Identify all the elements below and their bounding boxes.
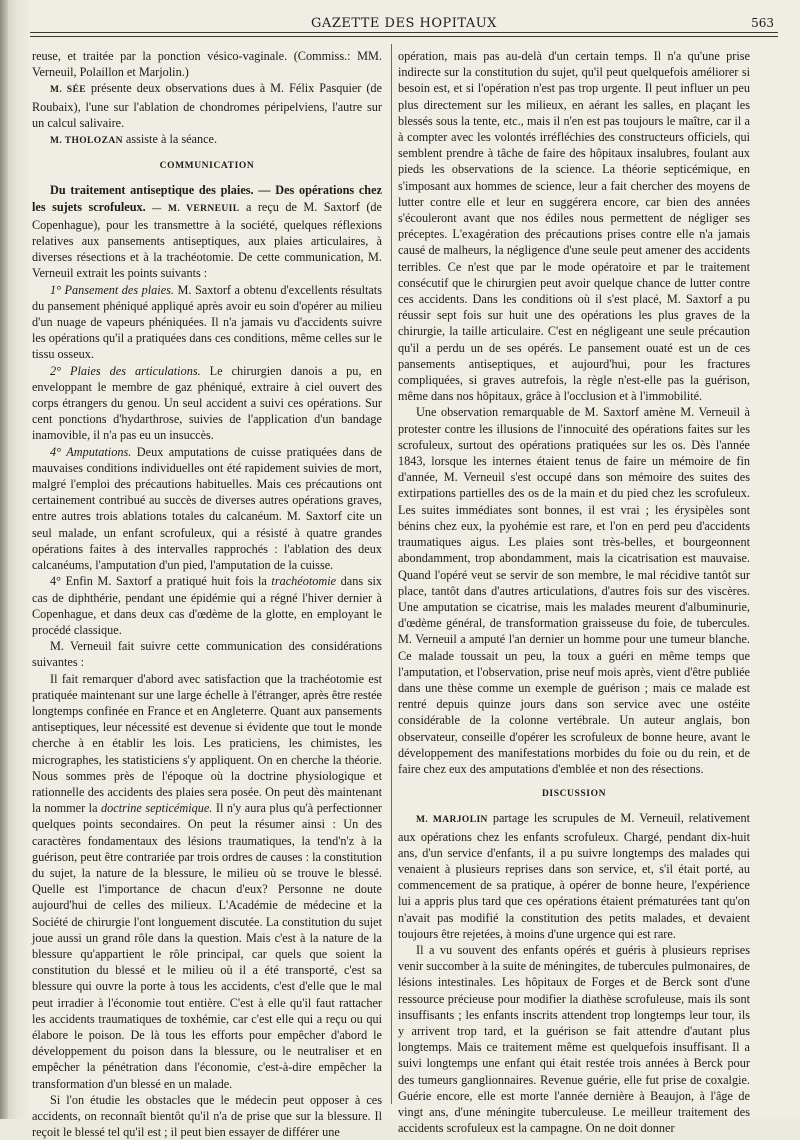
paragraph: reuse, et traitée par la ponction vésico-vaginale. (Commiss.: MM. Verneuil, Polaillon et Marjolin.) [32,49,382,80]
paragraph-text: Il fait remarquer d'abord avec satisfaction que la trachéotomie est pratiquée maintenant sur une large échelle à l'étranger, après être restée longtemps confinée en France et en Angleterre. Quant aux pansements antiseptiques, leur nécessité est devenue si évidente que tout le monde cherche à en établir les lois. Les praticiens, les chimistes, les micrographes, les statisticiens s'y appliquent. On en cherche la théorie. Nous sommes près de l'époque où la doctrine physiologique et rationnelle des accidents des plaies sera posée. On peut dès maintenant la nommer la [32,671,382,816]
item-text: dans six cas de diphthérie, pendant une épidémie qui a régné l'hiver dernier à Copenhague, et dans deux cas d'œdème de la glotte, en employant le procédé classique. [32,574,382,637]
article-paragraph [32,182,382,281]
header-rule [30,32,778,33]
paragraph [32,671,382,1092]
paragraph-text: partage les scrupules de M. Verneuil, relativement aux opérations chez les enfants scrofuleux. Chargé, pendant dix-huit ans, d'un service d'enfants, il a pu suivre longtemps des malades qui venaient à plusieurs reprises dans son service, et, s'il était porté, au commencement de sa pratique, à opérer de bonne heure, l'expérience lui a appris plus tard que ces opérations étaient prématurées tant qu'on n'avait pas modifié la constitution des petits malades, et devaient toujours être rejetées, à moins d'une urgence qui est rare. [398,811,750,941]
emphasis: doctrine septicémique. [101,801,213,816]
journal-title: GAZETTE DES HOPITAUX [311,16,497,31]
item-label: 2° Plaies des articulations. [50,363,201,378]
paragraph: opération, mais pas au-delà d'un certain temps. Il n'a qu'une prise indirecte sur la constitution du sujet, qu'il peut quelquefois améliorer si besoin est, et si l'opération n'est pas trop urgente. Il peut influer un peu plus directement sur les milieux, en aérant les salles, en plaçant les blessés sous la tente, etc., mais il n'en est pas toujours le maître, car il a à compter avec les volontés irréfléchies des constructeurs officiels, qui semblent prendre à tâche de faire des hôpitaux insalubres, foulant aux pieds les observations de la science. La théorie septicémique, en s'imposant aux hommes de science, leur a fait chercher des moyens de lutter contre elle et leur en suggérera encore, car bien des années s'écouleront avant que nos édiles nous permettent de négliger ses préceptes. L'exagération des précautions prises contre elle n'a jamais causé de malheurs, la négligence d'une seule peut amener des accidents terribles. Ce n'est que par le mode opératoire et par le traitement consécutif que le chirurgien peut avoir quelque chance de lutter contre ces accidents. Dans les conditions où il s'est placé, M. Saxtorf a pu réussir sept fois sur huit une des opérations les plus graves de la chirurgie, la taille articulaire. C'est en négligeant une seule précaution qu'il a perdu un de ses opérés. Le pansement ouaté est un de ces pansements antiseptiques, et aujourd'hui, pour les fractures compliquées, si graves autrefois, la règle n'est-elle pas la guérison, même dans nos hôpitaux, grâce à l'occlusion et à l'immobilité. [398,49,750,404]
page-number: 563 [751,16,774,30]
item-label: 4° Amputations. [50,444,132,459]
paragraph [32,131,382,149]
item-text: 4° Enfin M. Saxtorf a pratiqué huit fois la [50,574,272,589]
paragraph-text: a reçu de M. Saxtorf (de Copenhague), pour les transmettre à la société, quelques réflexions relatives aux pansements antiseptiques, aux plaies articulaires, à diverses résections et à la trachéotomie. De cette communication, M. Verneuil extrait les points suivants : [32,199,382,281]
item-text: Le chirurgien danois a pu, en enveloppant le membre de gaz phéniqué, extraire à ciel ouvert des corps étrangers du genou. Un seul accident a suivi ces opérations. Sur cent ponctions d'hydarthrose, suivies de l'application d'un bandage inamovible, il n'a pas eu un insuccès. [32,363,382,443]
list-item [32,282,382,363]
speaker-name: M. SÉE [50,85,86,96]
paragraph: M. Verneuil fait suivre cette communication des considérations suivantes : [32,639,382,670]
left-column [32,48,382,1140]
paragraph-text: Il n'y aura plus qu'à perfectionner quelques points secondaires. On peut la résumer ainsi : Un des caractères fondamentaux des lésions traumatiques, la tend'n'z à la guérison, peut être contrariée par trois ordres de causes : la constitution du sujet, la nature de la blessure, le milieu où se trouve le blessé. Quelle est l'importance de chacun d'eux? Personne ne doute aujourd'hui de celles des milieux. L'Académie de médecine et la Société de chirurgie l'ont longuement discutée. La constitution du sujet joue aussi un grand rôle dans la question. Mais c'est à la nature de la blessure qu'appartient le rôle principal, car quels que soient la constitution du blessé et le milieu où il a été transporté, c'est sa blessure qui ouvre la porte à tous les accidents, c'est d'elle que le mal peut irradier à l'économie tout entière. C'est à elle qu'il faut rattacher les accidents traumatiques de toxhémie, car c'est elle qui a reçu ou qui élabore le poison. De là tous les efforts pour empêcher d'abord le développement du poison dans la blessure, ou le neutraliser et en empêcher la pénétration dans l'économie, c'est-à-dire empêcher la transformation d'un blessé en un malade. [32,801,382,1091]
item-emphasis: trachéotomie [271,574,337,589]
paragraph-text: assiste à la séance. [122,132,218,147]
paragraph [398,810,750,942]
page-binding-edge [0,0,8,1119]
speaker-name: M. MARJOLIN [416,815,488,826]
column-divider [391,44,392,1104]
item-label: 1° Pansement des plaies. [50,282,174,297]
article-title: Du traitement antiseptique des plaies. — Des opérations chez les sujets scrofuleux. [32,183,382,214]
item-text: Deux amputations de cuisse pratiquées dans de mauvaises conditions individuelles ont été rapidement suivies de mort, malgré l'emploi des précautions habituelles. Mais ces précautions ont certainement contribué au succès de diverses autres opérations graves, entre autres trois ablations totales du calcanéum. M. Saxtorf cite un seul malade, un enfant scrofuleux, qui a résisté à quatre grandes opérations faites à des intervalles rapprochés : l'ablation des deux calcanéums, l'amputation d'un pied, l'amputation de la cuisse. [32,444,382,573]
item-text: M. Saxtorf a obtenu d'excellents résultats du pansement phéniqué appliqué après avoir eu soin d'opérer au milieu d'un nuage de vapeurs phéniquées. Il n'a jamais vu d'accidents suivre les opérations qu'il a pratiquées dans ces conditions, même celles sur le tissu osseux. [32,282,382,362]
article-author: — M. VERNEUIL [145,203,240,214]
paragraph [32,80,382,131]
section-heading: COMMUNICATION [159,161,255,172]
paragraph: Si l'on étudie les obstacles que le médecin peut opposer à ces accidents, on reconnaît bientôt qu'il n'a de prise que sur la blessure. Il reçoit le blessé tel qu'il est ; il peut bien essayer de différer une [32,1092,382,1140]
paragraph: Une observation remarquable de M. Saxtorf amène M. Verneuil à protester contre les illusions de l'innocuité des opérations faites sur les scrofuleux, surtout des opérations pratiquées sur les os. Dès l'année 1843, lorsque les internes étaient tenus de faire un mémoire de fin d'année, M. Verneuil s'est occupé dans son mémoire des suites des extirpations partielles des os de la main et du pied chez les scrofuleux. Les suites immédiates sont bonnes, il est vrai ; les érysipèles sont bénins chez eux, la pyohémie est rare, et l'on en perd peu d'accidents traumatiques aigus. Les plaies sont très-belles, et bourgeonnent abondamment, trop abondamment, mais la cicatrisation est mauvaise. Quand l'opéré veut se servir de son membre, le mal récidive tantôt sur place, tantôt dans d'autres articulations, d'autres fois sur des viscères. Une amputation se cicatrise, mais les malades meurent d'albuminurie, d'œdème général, de transformation graisseuse du foie, de tubercules. M. Verneuil a amputé l'an dernier un homme pour une tumeur blanche. Ce malade toussait un peu, la toux a guéri en même temps que l'amputation, et l'observation, prise neuf mois après, vient d'être publiée dans une thèse comme un exemple de guérison ; mais ce malade est rentré depuis quinze jours dans son service avec une ostéite considérable de la colonne vertébrale. Un auteur anglais, bon observateur, conseille d'opérer les scrofuleux de bonne heure, avant le développement des manifestations morbides du foie ou du rein, et de faire chez eux des amputations d'emblée et non des résections. [398,405,750,776]
speaker-name: M. THOLOZAN [50,136,123,147]
paragraph: Il a vu souvent des enfants opérés et guéris à plusieurs reprises venir succomber à la suite de méningites, de tubercules pulmonaires, de lésions intestinales. Les hôpitaux de Forges et de Berck sont d'une ressource précieuse pour modifier la diathèse scrofuleuse, mais ils sont insuffisants ; les enfants inscrits attendent trop longtemps leur tour, ils y arrivent trop tard, et la guérison se fait attendre d'autant plus longtemps. Mais ce traitement même est quelquefois insuffisant. Il a suivi longtemps une enfant qui était restée trois années à Berck pour des tumeurs ganglionnaires. Revenue guérie, elle fut prise de coxalgie. Guérie encore, elle est morte l'année dernière à Beaujon, à l'âge de vingt ans, d'une méningite tuberculeuse. Le meilleur traitement des accidents scrofuleux est la campagne. On ne doit donner [398,942,750,1136]
list-item [32,363,382,444]
list-item [32,444,382,574]
paragraph-text: présente deux observations dues à M. Félix Pasquier (de Roubaix), l'une sur l'ablation de chondromes péripelviens, l'autre sur un calcul salivaire. [32,81,382,130]
right-column [398,48,750,1136]
section-heading: DISCUSSION [541,789,607,800]
header-rule-double [30,36,778,37]
list-item [32,573,382,638]
